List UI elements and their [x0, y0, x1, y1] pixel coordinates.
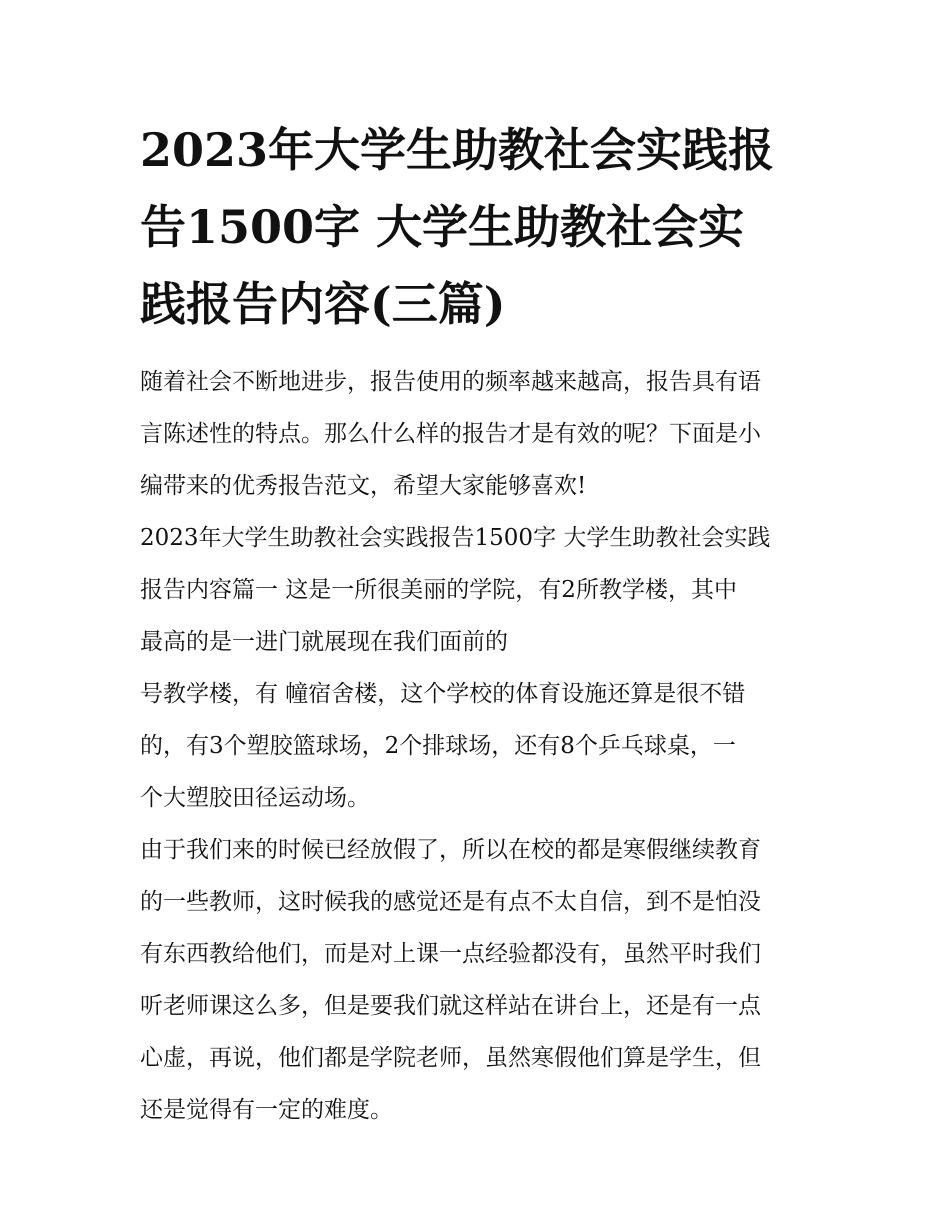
paragraph-line: 个大塑胶田径运动场。 [140, 785, 370, 811]
paragraph-line: 的，有3个塑胶篮球场，2个排球场，还有8个乒乓球桌，一 [140, 733, 736, 759]
document-title [140, 112, 820, 343]
title-line: 践报告内容(三篇) [140, 277, 506, 331]
document-body [140, 356, 830, 1136]
paragraph-line: 由于我们来的时候已经放假了，所以在校的都是寒假继续教育 [140, 837, 761, 863]
paragraph-line: 最高的是一进门就展现在我们面前的 [140, 629, 508, 655]
paragraph-line: 报告内容篇一 这是一所很美丽的学院，有2所教学楼，其中 [140, 577, 737, 603]
paragraph-line: 听老师课这么多，但是要我们就这样站在讲台上，还是有一点 [140, 993, 761, 1019]
section-heading-line: 2023年大学生助教社会实践报告1500字 大学生助教社会实践 [140, 525, 771, 551]
title-line: 2023年大学生助教社会实践报 [140, 123, 775, 177]
paragraph-line: 的一些教师，这时候我的感觉还是有点不太自信，到不是怕没 [140, 889, 761, 915]
paragraph-line: 心虚，再说，他们都是学院老师，虽然寒假他们算是学生，但 [140, 1045, 761, 1071]
intro-line: 随着社会不断地进步，报告使用的频率越来越高，报告具有语 [140, 369, 761, 395]
paragraph-line: 号教学楼，有 幢宿舍楼，这个学校的体育设施还算是很不错 [140, 681, 746, 707]
intro-line: 编带来的优秀报告范文，希望大家能够喜欢! [140, 473, 587, 499]
intro-line: 言陈述性的特点。那么什么样的报告才是有效的呢？下面是小 [140, 421, 761, 447]
paragraph-line: 还是觉得有一定的难度。 [140, 1097, 393, 1123]
paragraph-line: 有东西教给他们，而是对上课一点经验都没有，虽然平时我们 [140, 941, 761, 967]
title-line: 告1500字 大学生助教社会实 [140, 200, 745, 254]
